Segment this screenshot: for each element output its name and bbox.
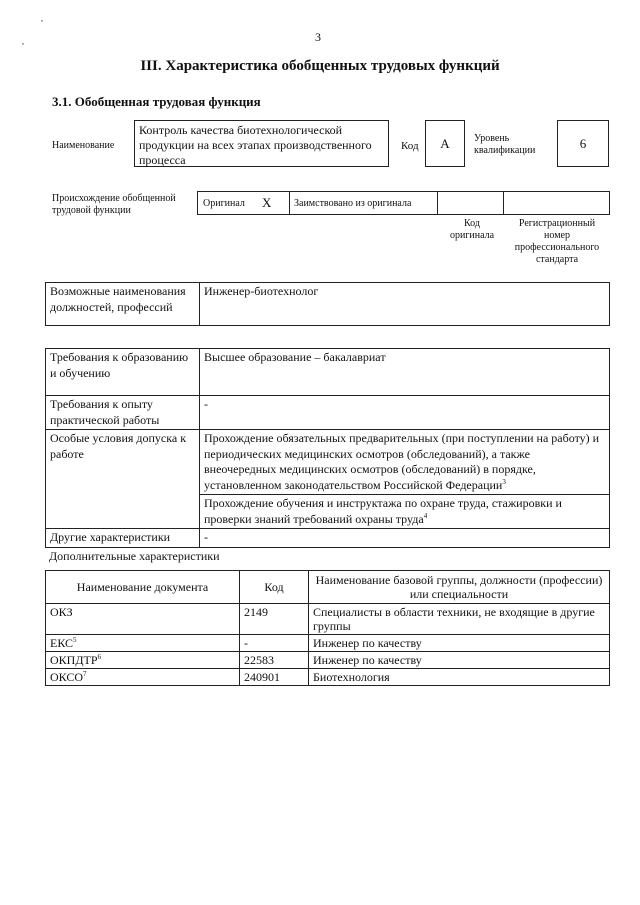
code-label: Код <box>401 140 419 152</box>
requirements-table <box>45 348 610 548</box>
code-value: A <box>440 136 450 151</box>
positions-label: Возможные наименования должностей, профессий <box>46 283 200 326</box>
reg-number-label: Регистрационный номер профессионального стандарта <box>514 218 600 265</box>
footnote-ref: 3 <box>502 477 506 486</box>
table-row <box>46 604 610 635</box>
divider <box>289 191 290 215</box>
table-row <box>46 652 610 669</box>
req-label: Требования к опыту практической работы <box>46 396 200 430</box>
req-value: - <box>200 396 610 430</box>
code-cell: 2149 <box>240 604 309 635</box>
table-row <box>46 349 610 396</box>
doc-cell <box>46 635 240 652</box>
section-title: III. Характеристика обобщенных трудовых функций <box>140 58 500 74</box>
code-cell: - <box>240 635 309 652</box>
doc-name: ЕКС <box>50 636 74 650</box>
additional-title: Дополнительные характеристики <box>49 549 220 563</box>
orig-code-label: Код оригинала <box>449 218 495 241</box>
req-value-cell <box>200 495 610 529</box>
level-value: 6 <box>579 136 587 151</box>
req-label: Требования к образованию и обучению <box>46 349 200 396</box>
req-label: Особые условия допуска к работе <box>46 430 200 529</box>
page-number: 3 <box>315 30 321 44</box>
header-code: Код <box>240 571 309 604</box>
table-header-row <box>46 571 610 604</box>
code-cell: 240901 <box>240 669 309 686</box>
code-box <box>425 120 465 167</box>
scan-mark: , <box>41 14 43 23</box>
function-name-value: Контроль качества биотехнологической продукции на всех этапах производственного процесса <box>139 123 372 167</box>
footnote-ref: 5 <box>73 636 77 644</box>
borrowed-label: Заимствовано из оригинала <box>294 198 412 209</box>
doc-name: ОКСО <box>50 670 84 684</box>
level-label: Уровень квалификации <box>474 133 536 156</box>
original-mark: X <box>262 195 272 210</box>
req-value: Прохождение обучения и инструктажа по охране труда, стажировки и проверки знаний требований охраны труда <box>204 496 562 526</box>
level-box <box>557 120 609 167</box>
table-row <box>46 669 610 686</box>
req-value-cell <box>200 430 610 495</box>
original-label: Оригинал <box>203 198 245 209</box>
table-row <box>46 430 610 495</box>
doc-name: ОКПДТР <box>50 653 98 667</box>
req-value: - <box>200 529 610 548</box>
header-doc: Наименование документа <box>46 571 240 604</box>
footnote-ref: 6 <box>97 653 102 661</box>
positions-table <box>45 282 610 326</box>
divider <box>437 191 438 215</box>
table-row <box>46 529 610 548</box>
doc-cell <box>46 604 240 635</box>
req-value: Высшее образование – бакалавриат <box>200 349 610 396</box>
subsection-title: 3.1. Обобщенная трудовая функция <box>52 94 261 109</box>
code-cell: 22583 <box>240 652 309 669</box>
name-cell: Биотехнология <box>309 669 610 686</box>
origin-label: Происхождение обобщенной трудовой функции <box>52 193 176 216</box>
table-row <box>46 396 610 430</box>
footnote-ref: 4 <box>423 511 428 520</box>
doc-cell <box>46 652 240 669</box>
divider <box>503 191 504 215</box>
additional-table <box>45 570 610 686</box>
table-row <box>46 635 610 652</box>
name-cell: Специалисты в области техники, не входящие в другие группы <box>309 604 610 635</box>
req-label: Другие характеристики <box>46 529 200 548</box>
name-cell: Инженер по качеству <box>309 635 610 652</box>
req-value: Прохождение обязательных предварительных (при поступлении на работу) и периодических медицинских осмотров (обследований), а также внеочередных медицинских осмотров (обследований) в порядке, установленном законодательством Российской Федерации <box>204 431 600 492</box>
footnote-ref: 7 <box>83 670 87 678</box>
doc-cell <box>46 669 240 686</box>
scan-mark: , <box>22 37 24 46</box>
name-cell: Инженер по качеству <box>309 652 610 669</box>
header-name: Наименование базовой группы, должности (профессии) или специальности <box>309 571 610 604</box>
doc-name: ОКЗ <box>50 605 73 619</box>
name-label: Наименование <box>52 140 115 151</box>
positions-value: Инженер-биотехнолог <box>200 283 610 326</box>
function-name-box <box>134 120 389 167</box>
